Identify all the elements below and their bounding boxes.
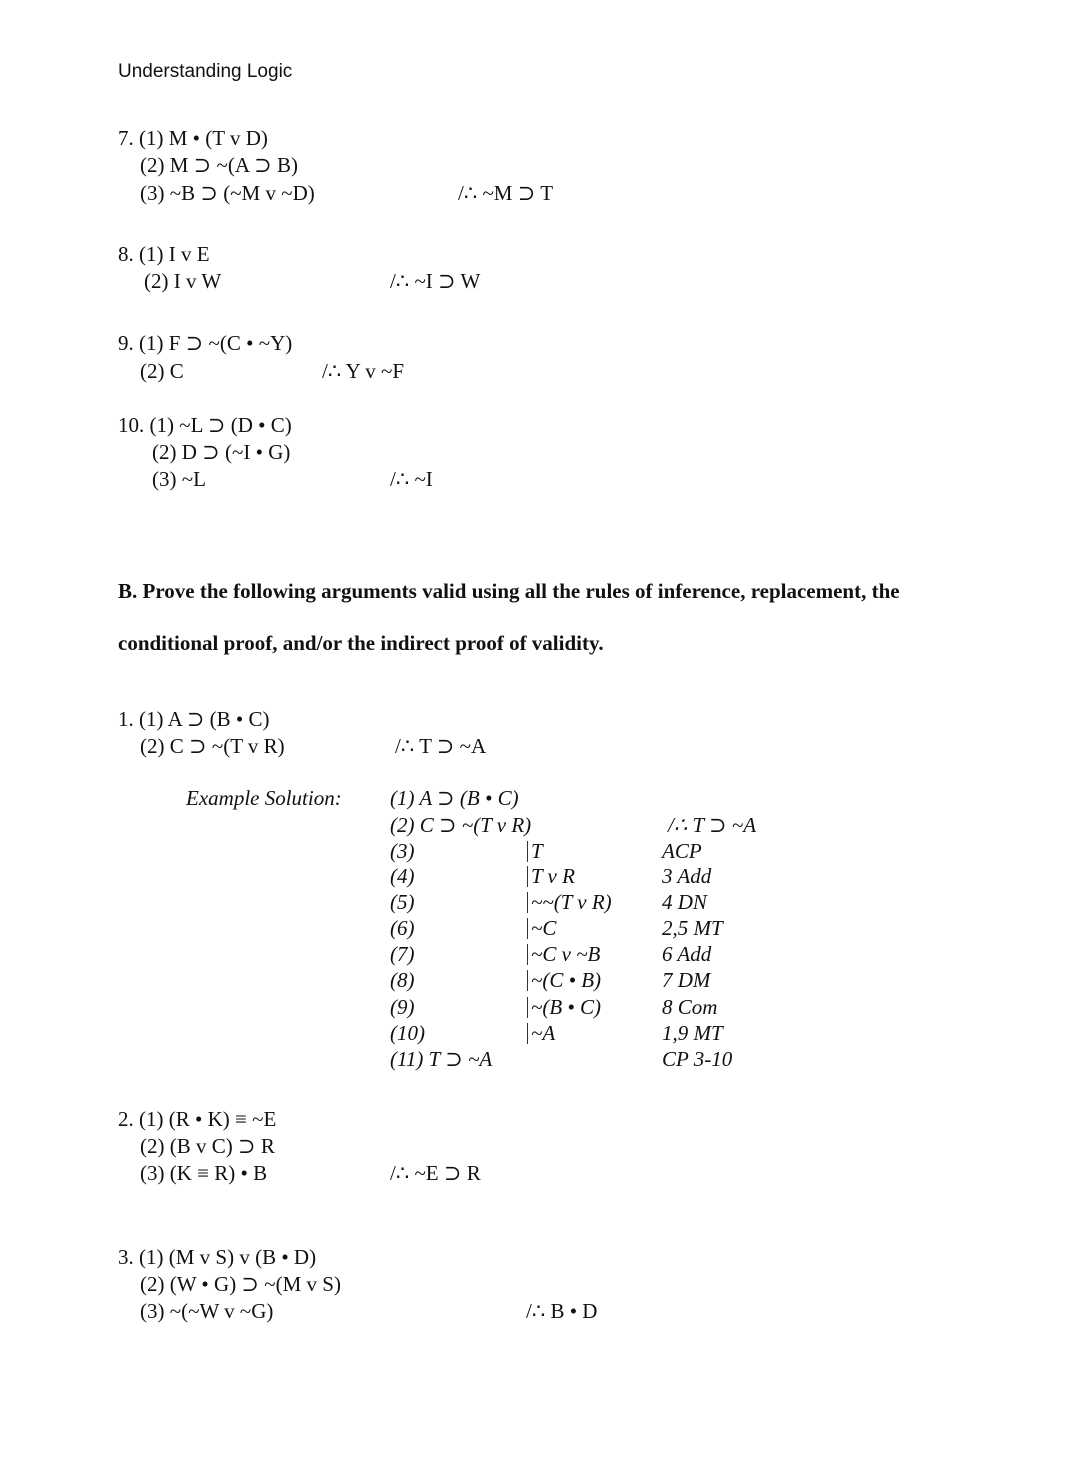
step-justification: 3 Add [662, 864, 712, 888]
b-problem-1-conclusion: /∴ T ⊃ ~A [395, 734, 487, 758]
step-formula: ~C [527, 915, 556, 941]
example-conclusion: /∴ T ⊃ ~A [668, 813, 757, 837]
step-justification: 7 DM [662, 968, 711, 992]
b-problem-2-line-3: (3) (K ≡ R) • B [140, 1161, 268, 1185]
step-number: (10) [390, 1021, 425, 1045]
step-formula: ~A [527, 1020, 555, 1046]
b-problem-3-line-1: 3. (1) (M v S) v (B • D) [118, 1245, 317, 1269]
problem-10-line-2: (2) D ⊃ (~I • G) [152, 440, 291, 464]
problem-9-conclusion: /∴ Y v ~F [322, 359, 405, 383]
step-justification: 4 DN [662, 890, 707, 914]
step-justification: 2,5 MT [662, 916, 723, 940]
example-premise-2: (2) C ⊃ ~(T v R) [390, 813, 532, 837]
step-formula: ~(C • B) [527, 967, 601, 993]
page-header: Understanding Logic [118, 61, 293, 82]
section-b-heading-line-2: conditional proof, and/or the indirect proof of validity. [118, 631, 604, 655]
step-formula: ~(B • C) [527, 994, 601, 1020]
step-justification: 8 Com [662, 995, 718, 1019]
b-problem-1-line-2: (2) C ⊃ ~(T v R) [140, 734, 285, 758]
b-problem-2-line-1: 2. (1) (R • K) ≡ ~E [118, 1107, 277, 1131]
b-problem-2-line-2: (2) (B v C) ⊃ R [140, 1134, 275, 1158]
problem-8-line-1: 8. (1) I v E [118, 242, 210, 266]
step-number: (9) [390, 995, 415, 1019]
problem-9-line-2: (2) C [140, 359, 184, 383]
final-step-line: (11) T ⊃ ~A [390, 1047, 493, 1071]
step-formula: ~~(T v R) [527, 889, 612, 915]
problem-8-line-2: (2) I v W [144, 269, 222, 293]
b-problem-3-line-2: (2) (W • G) ⊃ ~(M v S) [140, 1272, 341, 1296]
step-justification: ACP [662, 839, 702, 863]
step-number: (7) [390, 942, 415, 966]
b-problem-3-conclusion: /∴ B • D [526, 1299, 598, 1323]
b-problem-2-conclusion: /∴ ~E ⊃ R [390, 1161, 481, 1185]
example-solution-label: Example Solution: [186, 786, 342, 810]
problem-10-line-1: 10. (1) ~L ⊃ (D • C) [118, 413, 292, 437]
section-b-heading-line-1: B. Prove the following arguments valid using all the rules of inference, replacement, the [118, 579, 900, 603]
step-number: (5) [390, 890, 415, 914]
problem-7-line-1: 7. (1) M • (T v D) [118, 126, 268, 150]
b-problem-1-line-1: 1. (1) A ⊃ (B • C) [118, 707, 270, 731]
step-number: (3) [390, 839, 415, 863]
problem-10-conclusion: /∴ ~I [390, 467, 433, 491]
step-formula: T [527, 838, 543, 864]
problem-7-conclusion: /∴ ~M ⊃ T [458, 181, 554, 205]
final-step-justification: CP 3-10 [662, 1047, 733, 1071]
problem-7-line-3: (3) ~B ⊃ (~M v ~D) [140, 181, 315, 205]
problem-7-line-2: (2) M ⊃ ~(A ⊃ B) [140, 153, 298, 177]
step-justification: 6 Add [662, 942, 712, 966]
step-justification: 1,9 MT [662, 1021, 723, 1045]
step-number: (4) [390, 864, 415, 888]
problem-9-line-1: 9. (1) F ⊃ ~(C • ~Y) [118, 331, 293, 355]
problem-10-line-3: (3) ~L [152, 467, 206, 491]
example-premise-1: (1) A ⊃ (B • C) [390, 786, 519, 810]
step-number: (6) [390, 916, 415, 940]
step-formula: T v R [527, 863, 575, 889]
step-formula: ~C v ~B [527, 941, 600, 967]
b-problem-3-line-3: (3) ~(~W v ~G) [140, 1299, 274, 1323]
step-number: (8) [390, 968, 415, 992]
problem-8-conclusion: /∴ ~I ⊃ W [390, 269, 481, 293]
